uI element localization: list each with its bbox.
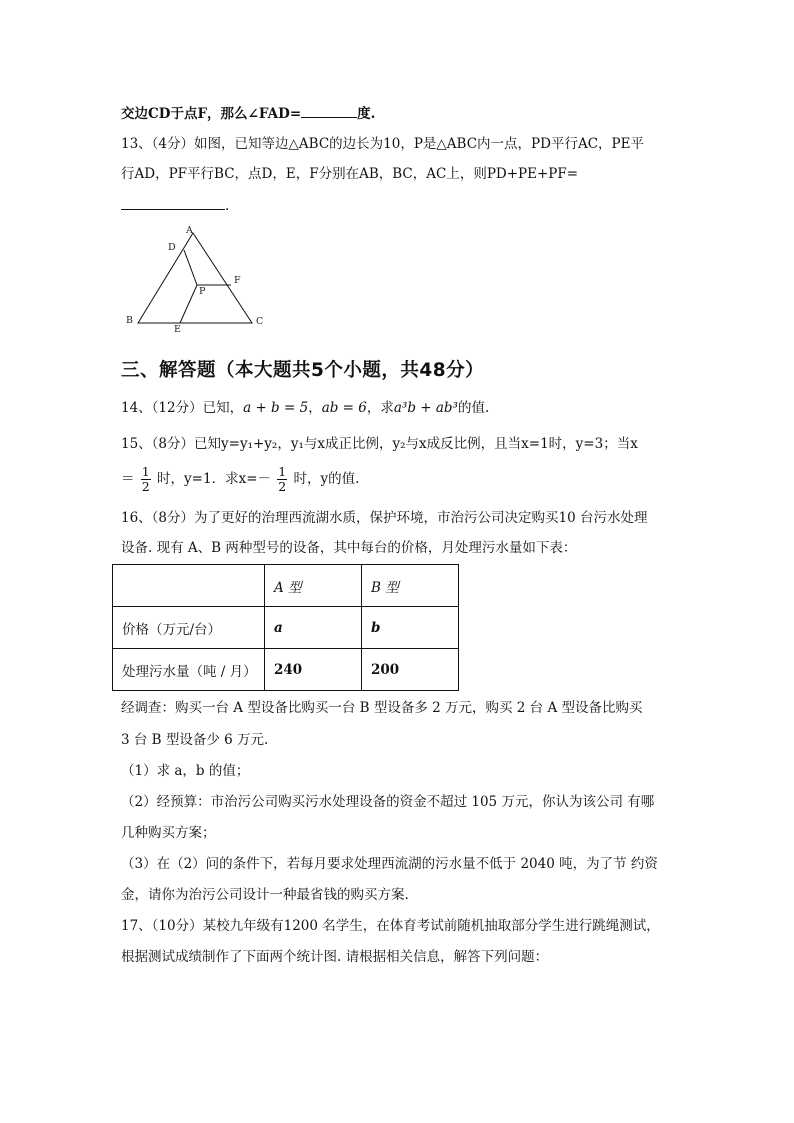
label-a: A bbox=[186, 225, 193, 236]
q12-tail-text: 交边CD于点F，那么∠FAD= bbox=[121, 106, 302, 122]
q16-survey-line2: 3 台 B 型设备少 6 万元. bbox=[121, 732, 269, 748]
q15-fraction-1 bbox=[141, 465, 151, 494]
label-b: B bbox=[126, 315, 133, 326]
table-cell: b bbox=[362, 607, 459, 649]
q15-frac2-den: 2 bbox=[278, 479, 287, 494]
q13-line1: 13、（4分）如图，已知等边△ABC的边长为10，P是△ABC内一点，PD平行AC，PE平 bbox=[121, 136, 644, 152]
q17-line2: 根据测试成绩制作了下面两个统计图. 请根据相关信息，解答下列问题： bbox=[121, 949, 549, 965]
q16-part2-line2: 几种购买方案； bbox=[121, 825, 216, 841]
table-header-cell: A 型 bbox=[265, 565, 362, 607]
q16-part1: （1）求 a，b 的值； bbox=[121, 763, 250, 779]
device-table bbox=[112, 564, 459, 691]
q16-survey-line1: 经调查：购买一台 A 型设备比购买一台 B 型设备多 2 万元，购买 2 台 A 型设备比购买 bbox=[121, 700, 643, 716]
label-p: P bbox=[199, 286, 206, 297]
q13-answer-blank bbox=[121, 208, 225, 210]
q16-part3-line2: 金，请你为治污公司设计一种最省钱的购买方案. bbox=[121, 887, 409, 903]
table-row bbox=[113, 607, 459, 649]
q14-eq1: a + b = 5 bbox=[243, 400, 309, 416]
q15-frac1-num: 1 bbox=[141, 464, 150, 479]
q13-answer-line bbox=[121, 196, 229, 216]
q14-eq2: ab = 6 bbox=[321, 400, 367, 416]
q15-line2 bbox=[121, 463, 359, 495]
q14-line bbox=[121, 398, 489, 418]
q16-part3-line1: （3）在（2）问的条件下，若每月要求处理西流湖的污水量不低于 2040 吨，为了节 约资 bbox=[121, 856, 658, 872]
q14-prefix: 14、（12分）已知， bbox=[121, 400, 244, 416]
table-cell: 200 bbox=[362, 649, 459, 691]
label-c: C bbox=[256, 316, 264, 327]
label-f: F bbox=[234, 275, 241, 286]
q15-frac2-num: 1 bbox=[278, 464, 287, 479]
q17-line1: 17、（10分）某校九年级有1200 名学生，在体育考试前随机抽取部分学生进行跳绳测试， bbox=[121, 918, 660, 934]
table-cell: 处理污水量（吨 / 月） bbox=[113, 649, 265, 691]
table-row bbox=[113, 649, 459, 691]
q12-answer-blank bbox=[301, 116, 357, 118]
q14-mid: ，求 bbox=[366, 400, 394, 416]
q15-l2-a: ＝ bbox=[121, 471, 135, 487]
q15-line1: 15、（8分）已知y=y₁+y₂，y₁与x成正比例，y₂与x成反比例，且当x=1时，y=3；当x bbox=[121, 436, 638, 452]
table-cell: 价格（万元/台） bbox=[113, 607, 265, 649]
table-cell: a bbox=[265, 607, 362, 649]
table-header-cell: B 型 bbox=[362, 565, 459, 607]
q15-fraction-2 bbox=[277, 465, 287, 494]
section-3-title: 三、解答题（本大题共5个小题，共48分） bbox=[121, 360, 485, 381]
segment-pd bbox=[184, 250, 197, 285]
q14-suffix: 的值. bbox=[457, 400, 490, 416]
q16-line2: 设备. 现有 A、B 两种型号的设备，其中每台的价格，月处理污水量如下表： bbox=[121, 540, 577, 556]
q16-part2-line1: （2）经预算：市治污公司购买污水处理设备的资金不超过 105 万元，你认为该公司 有哪 bbox=[121, 794, 655, 810]
q15-frac1-den: 2 bbox=[141, 479, 150, 494]
triangle-figure bbox=[122, 224, 272, 334]
q12-unit: 度. bbox=[357, 106, 376, 122]
q15-l2-b: 时，y=1．求x=－ bbox=[157, 471, 271, 487]
q14-expr: a³b + ab³ bbox=[393, 400, 458, 416]
table-cell: 240 bbox=[265, 649, 362, 691]
label-e: E bbox=[174, 324, 181, 334]
q13-end: . bbox=[225, 198, 230, 214]
q12-tail-line bbox=[121, 104, 375, 124]
q15-l2-c: 时，y的值. bbox=[293, 471, 360, 487]
q14-sep: ， bbox=[308, 400, 322, 416]
segment-pe bbox=[180, 285, 197, 323]
q16-line1: 16、（8分）为了更好的治理西流湖水质，保护环境，市治污公司决定购买10 台污水处理 bbox=[121, 510, 648, 526]
table-header-row bbox=[113, 565, 459, 607]
label-d: D bbox=[168, 242, 176, 253]
table-header-cell bbox=[113, 565, 265, 607]
q13-line2: 行AD，PF平行BC，点D，E，F分别在AB，BC，AC上，则PD+PE+PF= bbox=[121, 166, 579, 182]
